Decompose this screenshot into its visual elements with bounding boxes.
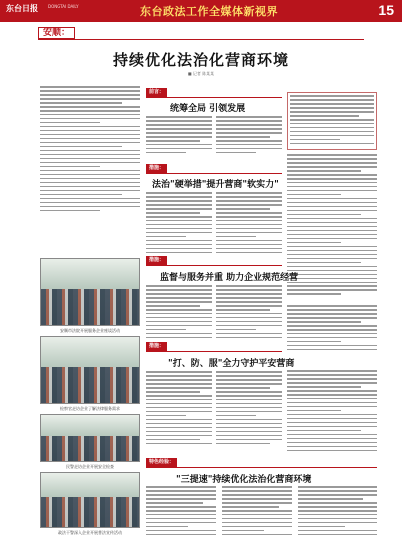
section-4-line: [146, 351, 282, 352]
section-3-col-1: [146, 285, 212, 341]
section-tag: 安顺：: [38, 27, 75, 39]
intro-text: [40, 86, 140, 254]
article-title: 持续优化法治化营商环境: [112, 51, 289, 69]
right-col-text-1: [287, 154, 377, 297]
section-3-line: [146, 265, 282, 266]
page-number: 15: [378, 2, 394, 18]
section-1-col-2: [216, 116, 282, 156]
section-5-line: [146, 467, 377, 468]
section-1-line: [146, 97, 282, 98]
photo-4: [40, 472, 140, 528]
article-byline: ■ 记者 陈某某: [187, 71, 215, 76]
section-4-col-1: [146, 371, 212, 447]
section-3-col-2: [216, 285, 282, 341]
right-col-text-2: [287, 305, 377, 353]
right-col-text-3: [287, 370, 377, 454]
section-3-title: 监督与服务并重 助力企业规范经营: [160, 273, 299, 283]
masthead: [0, 0, 402, 22]
section-5-title: "三提速"持续优化法治化营商环境: [176, 475, 312, 485]
section-2-col-2: [216, 192, 282, 256]
section-5-col-1: [146, 486, 216, 538]
masthead-headline: 东台政法工作全媒体新视界: [140, 5, 278, 18]
section-2-col-1: [146, 192, 212, 256]
photo-3: [40, 414, 140, 462]
section-4-label: 措施：: [146, 342, 167, 351]
sidebar-text: [287, 92, 377, 150]
photo-2-caption: 检察官走访企业了解法律服务需求: [60, 406, 120, 411]
photo-3-caption: 民警走访企业开展安全检查: [66, 464, 114, 469]
section-2-title: 法治"硬举措"提升营商"软实力": [152, 180, 279, 190]
photo-1: [40, 258, 140, 326]
section-2-label: 措施：: [146, 164, 167, 173]
photo-4-caption: 政法干警深入企业开展普法宣传活动: [58, 530, 122, 535]
section-divider: [38, 39, 364, 40]
section-1-col-1: [146, 116, 212, 156]
section-3-label: 措施：: [146, 256, 167, 265]
section-4-col-2: [216, 371, 282, 447]
photo-2: [40, 336, 140, 404]
section-1-title: 统筹全局 引领发展: [170, 104, 246, 114]
section-4-title: "打、防、服"全力守护平安营商: [168, 359, 295, 369]
section-5-col-2: [222, 486, 292, 538]
section-5-label: 特色经验：: [146, 458, 177, 467]
section-5-col-3: [298, 486, 377, 538]
newspaper-logo: 东台日报: [6, 3, 38, 13]
section-2-line: [146, 173, 282, 174]
intro-text-lines: [40, 86, 140, 211]
photo-1-caption: 安顺市法院开展服务企业座谈活动: [60, 328, 120, 333]
newspaper-subtitle: DONGTAI DAILY: [48, 4, 79, 9]
section-1-label: 前言：: [146, 88, 167, 97]
